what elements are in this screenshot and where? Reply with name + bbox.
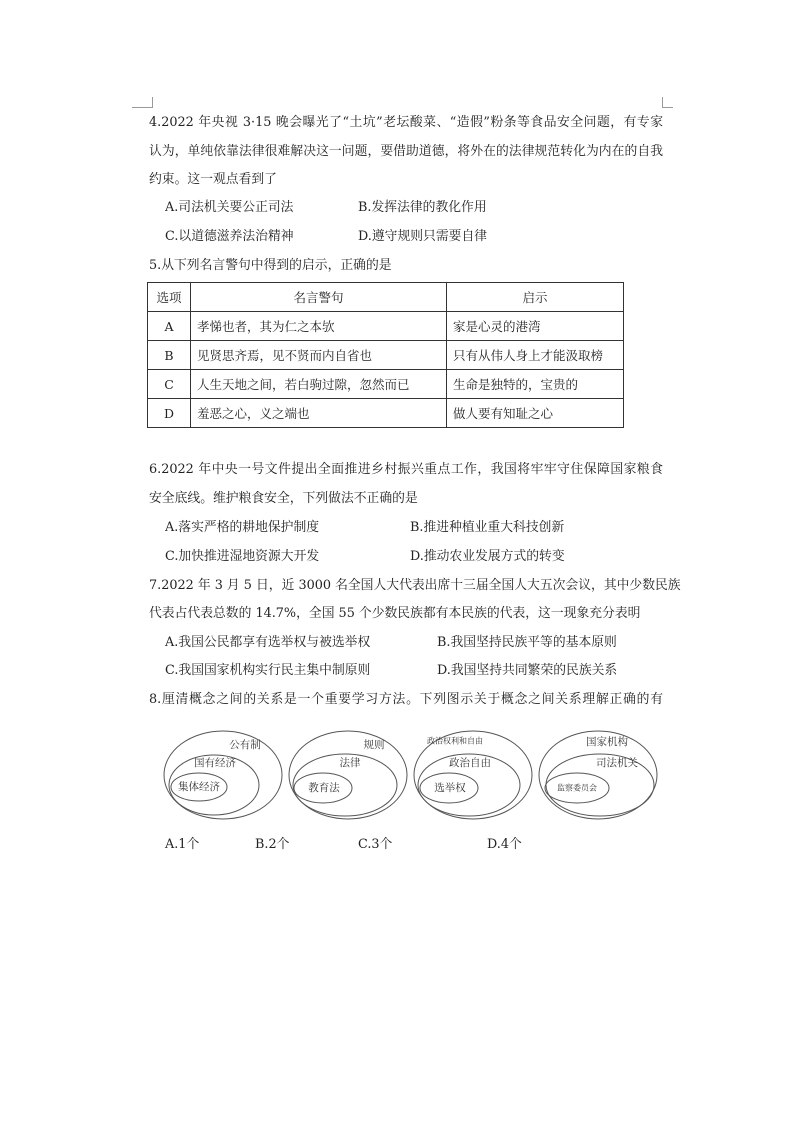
q4-stem-line-1: 4.2022 年央视 3·15 晚会曝光了“土坑”老坛酸菜、“造假”粉条等食品安全问题，有专家 bbox=[149, 115, 663, 130]
outer-label: 规则 bbox=[363, 739, 385, 751]
table-cell-option: C bbox=[148, 370, 191, 399]
table-cell-quote: 羞恶之心，义之端也 bbox=[191, 399, 447, 428]
table-row bbox=[148, 341, 624, 370]
middle-label: 法律 bbox=[339, 757, 361, 769]
inner-label: 监察委员会 bbox=[557, 783, 597, 793]
q4-option-c: C.以道德滋养法治精神 bbox=[165, 229, 294, 244]
crop-mark-top-right bbox=[662, 97, 673, 108]
q7-option-c: C.我国国家机构实行民主集中制原则 bbox=[165, 663, 371, 678]
inner-label: 选举权 bbox=[434, 782, 466, 794]
table-cell-option: B bbox=[148, 341, 191, 370]
outer-label: 政治权利和自由 bbox=[427, 736, 483, 746]
q4-stem-line-3: 约束。这一观点看到了 bbox=[149, 172, 277, 187]
table-cell-option: D bbox=[148, 399, 191, 428]
q8-option-b: B.2个 bbox=[255, 837, 290, 852]
q8-stem: 8.厘清概念之间的关系是一个重要学习方法。下列图示关于概念之间关系理解正确的有 bbox=[149, 692, 663, 707]
q6-option-d: D.推动农业发展方式的转变 bbox=[410, 549, 565, 564]
concept-diagram-1 bbox=[164, 731, 282, 819]
inner-label: 集体经济 bbox=[178, 781, 220, 793]
q5-table bbox=[147, 282, 624, 428]
q8-option-d: D.4个 bbox=[487, 837, 522, 852]
table-cell-insight: 只有从伟人身上才能汲取榜 bbox=[447, 341, 624, 370]
q8-option-a: A.1个 bbox=[165, 837, 200, 852]
q6-option-b: B.推进种植业重大科技创新 bbox=[410, 520, 565, 535]
q8-option-c: C.3个 bbox=[358, 837, 393, 852]
table-row bbox=[148, 399, 624, 428]
q5-stem: 5.从下列名言警句中得到的启示，正确的是 bbox=[149, 258, 392, 273]
q7-option-a: A.我国公民都享有选举权与被选举权 bbox=[165, 635, 371, 650]
q7-stem-line-2: 代表占代表总数的 14.7%，全国 55 个少数民族都有本民族的代表，这一现象充分表明 bbox=[149, 606, 641, 621]
table-cell-insight: 家是心灵的港湾 bbox=[447, 312, 624, 341]
q6-option-a: A.落实严格的耕地保护制度 bbox=[165, 520, 320, 535]
q4-option-a: A.司法机关要公正司法 bbox=[165, 200, 294, 215]
crop-mark-top-left bbox=[132, 97, 153, 108]
q7-stem-line-1: 7.2022 年 3 月 5 日，近 3000 名全国人大代表出席十三届全国人大五次会议，其中少数民族 bbox=[149, 578, 681, 593]
table-row bbox=[148, 312, 624, 341]
q6-option-c: C.加快推进湿地资源大开发 bbox=[165, 549, 320, 564]
q4-option-b: B.发挥法律的教化作用 bbox=[358, 200, 487, 215]
table-header-quote: 名言警句 bbox=[191, 283, 447, 312]
concept-diagram-3 bbox=[414, 731, 532, 819]
table-row bbox=[148, 370, 624, 399]
concept-diagram-2 bbox=[289, 731, 407, 819]
middle-label: 国有经济 bbox=[194, 757, 236, 769]
table-header-insight: 启示 bbox=[447, 283, 624, 312]
outer-label: 国家机构 bbox=[586, 736, 628, 748]
table-cell-option: A bbox=[148, 312, 191, 341]
q6-stem-line-2: 安全底线。维护粮食安全，下列做法不正确的是 bbox=[149, 491, 418, 506]
table-cell-insight: 做人要有知耻之心 bbox=[447, 399, 624, 428]
table-cell-quote: 见贤思齐焉，见不贤而内自省也 bbox=[191, 341, 447, 370]
concept-diagram-4 bbox=[539, 731, 657, 819]
q4-stem-line-2: 认为，单纯依靠法律很难解决这一问题，要借助道德，将外在的法律规范转化为内在的自我 bbox=[149, 144, 663, 159]
outer-label: 公有制 bbox=[229, 739, 261, 751]
table-cell-quote: 人生天地之间，若白驹过隙，忽然而已 bbox=[191, 370, 447, 399]
middle-label: 司法机关 bbox=[596, 757, 638, 769]
table-header-row bbox=[148, 283, 624, 312]
table-header-option: 选项 bbox=[148, 283, 191, 312]
q4-option-d: D.遵守规则只需要自律 bbox=[358, 229, 488, 244]
q6-stem-line-1: 6.2022 年中央一号文件提出全面推进乡村振兴重点工作，我国将牢牢守住保障国家粮食 bbox=[149, 462, 663, 477]
q7-option-b: B.我国坚持民族平等的基本原则 bbox=[437, 635, 617, 650]
q7-option-d: D.我国坚持共同繁荣的民族关系 bbox=[437, 663, 618, 678]
table-cell-quote: 孝悌也者，其为仁之本欤 bbox=[191, 312, 447, 341]
table-cell-insight: 生命是独特的，宝贵的 bbox=[447, 370, 624, 399]
middle-label: 政治自由 bbox=[449, 757, 491, 769]
inner-label: 教育法 bbox=[308, 782, 340, 794]
q8-concept-diagrams bbox=[0, 725, 794, 825]
